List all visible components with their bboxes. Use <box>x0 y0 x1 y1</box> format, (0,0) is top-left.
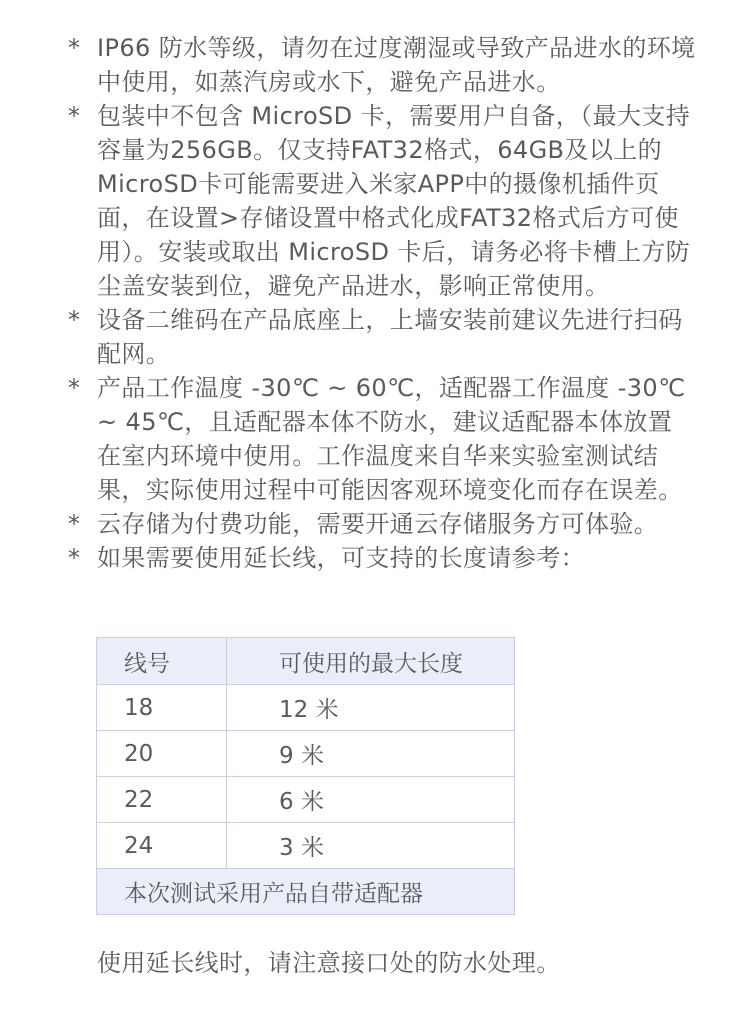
note-text: 云存储为付费功能，需要开通云存储服务方可体验。 <box>97 510 659 538</box>
cell-max-length: 6 米 <box>227 777 515 823</box>
cell-max-length: 9 米 <box>227 731 515 777</box>
note-item-microsd <box>66 99 696 303</box>
table-row <box>97 731 515 777</box>
bullet-asterisk: * <box>68 306 81 334</box>
bullet-asterisk: * <box>68 102 81 130</box>
bullet-asterisk: * <box>68 510 81 538</box>
cell-max-length: 12 米 <box>227 685 515 731</box>
cable-length-table <box>96 637 515 915</box>
waterproof-reminder: 使用延长线时，请注意接口处的防水处理。 <box>97 949 561 977</box>
table-footer-row <box>97 869 515 915</box>
cell-max-length: 3 米 <box>227 823 515 869</box>
cell-wire-gauge: 24 <box>97 823 227 869</box>
note-text: 产品工作温度 -30℃ ~ 60℃，适配器工作温度 -30℃ ~ 45℃，且适配器本体不防水，建议适配器本体放置在室内环境中使用。工作温度来自华来实验室测试结果，实际使用过程中可能因客观环境变化而存在误差。 <box>97 374 686 504</box>
note-item-waterproof <box>66 31 696 99</box>
note-text: 包装中不包含 MicroSD 卡，需要用户自备，（最大支持容量为256GB。仅支持FAT32格式，64GB及以上的MicroSD卡可能需要进入米家APP中的摄像机插件页面，在设置>存储设置中格式化成FAT32格式后方可使用）。安装或取出 MicroSD 卡后，请务必将卡槽上方防尘盖安装到位，避免产品进水，影响正常使用。 <box>97 102 691 300</box>
table-row <box>97 777 515 823</box>
table-row <box>97 823 515 869</box>
header-wire-gauge: 线号 <box>97 638 227 685</box>
note-text: IP66 防水等级，请勿在过度潮湿或导致产品进水的环境中使用，如蒸汽房或水下，避免产品进水。 <box>97 34 696 96</box>
note-item-temperature <box>66 371 696 507</box>
note-item-qr-code <box>66 303 696 371</box>
note-text: 设备二维码在产品底座上，上墙安装前建议先进行扫码配网。 <box>97 306 683 368</box>
bullet-asterisk: * <box>68 374 81 402</box>
bullet-asterisk: * <box>68 34 81 62</box>
note-text: 如果需要使用延长线，可支持的长度请参考： <box>97 544 585 572</box>
header-max-length: 可使用的最大长度 <box>227 638 515 685</box>
bullet-asterisk: * <box>68 544 81 572</box>
table-footer-note: 本次测试采用产品自带适配器 <box>97 869 515 915</box>
table-row <box>97 685 515 731</box>
cell-wire-gauge: 22 <box>97 777 227 823</box>
cell-wire-gauge: 20 <box>97 731 227 777</box>
cell-wire-gauge: 18 <box>97 685 227 731</box>
note-item-extension-cable <box>66 541 696 575</box>
note-item-cloud-storage <box>66 507 696 541</box>
notes-list <box>66 31 696 575</box>
table-header-row <box>97 638 515 685</box>
